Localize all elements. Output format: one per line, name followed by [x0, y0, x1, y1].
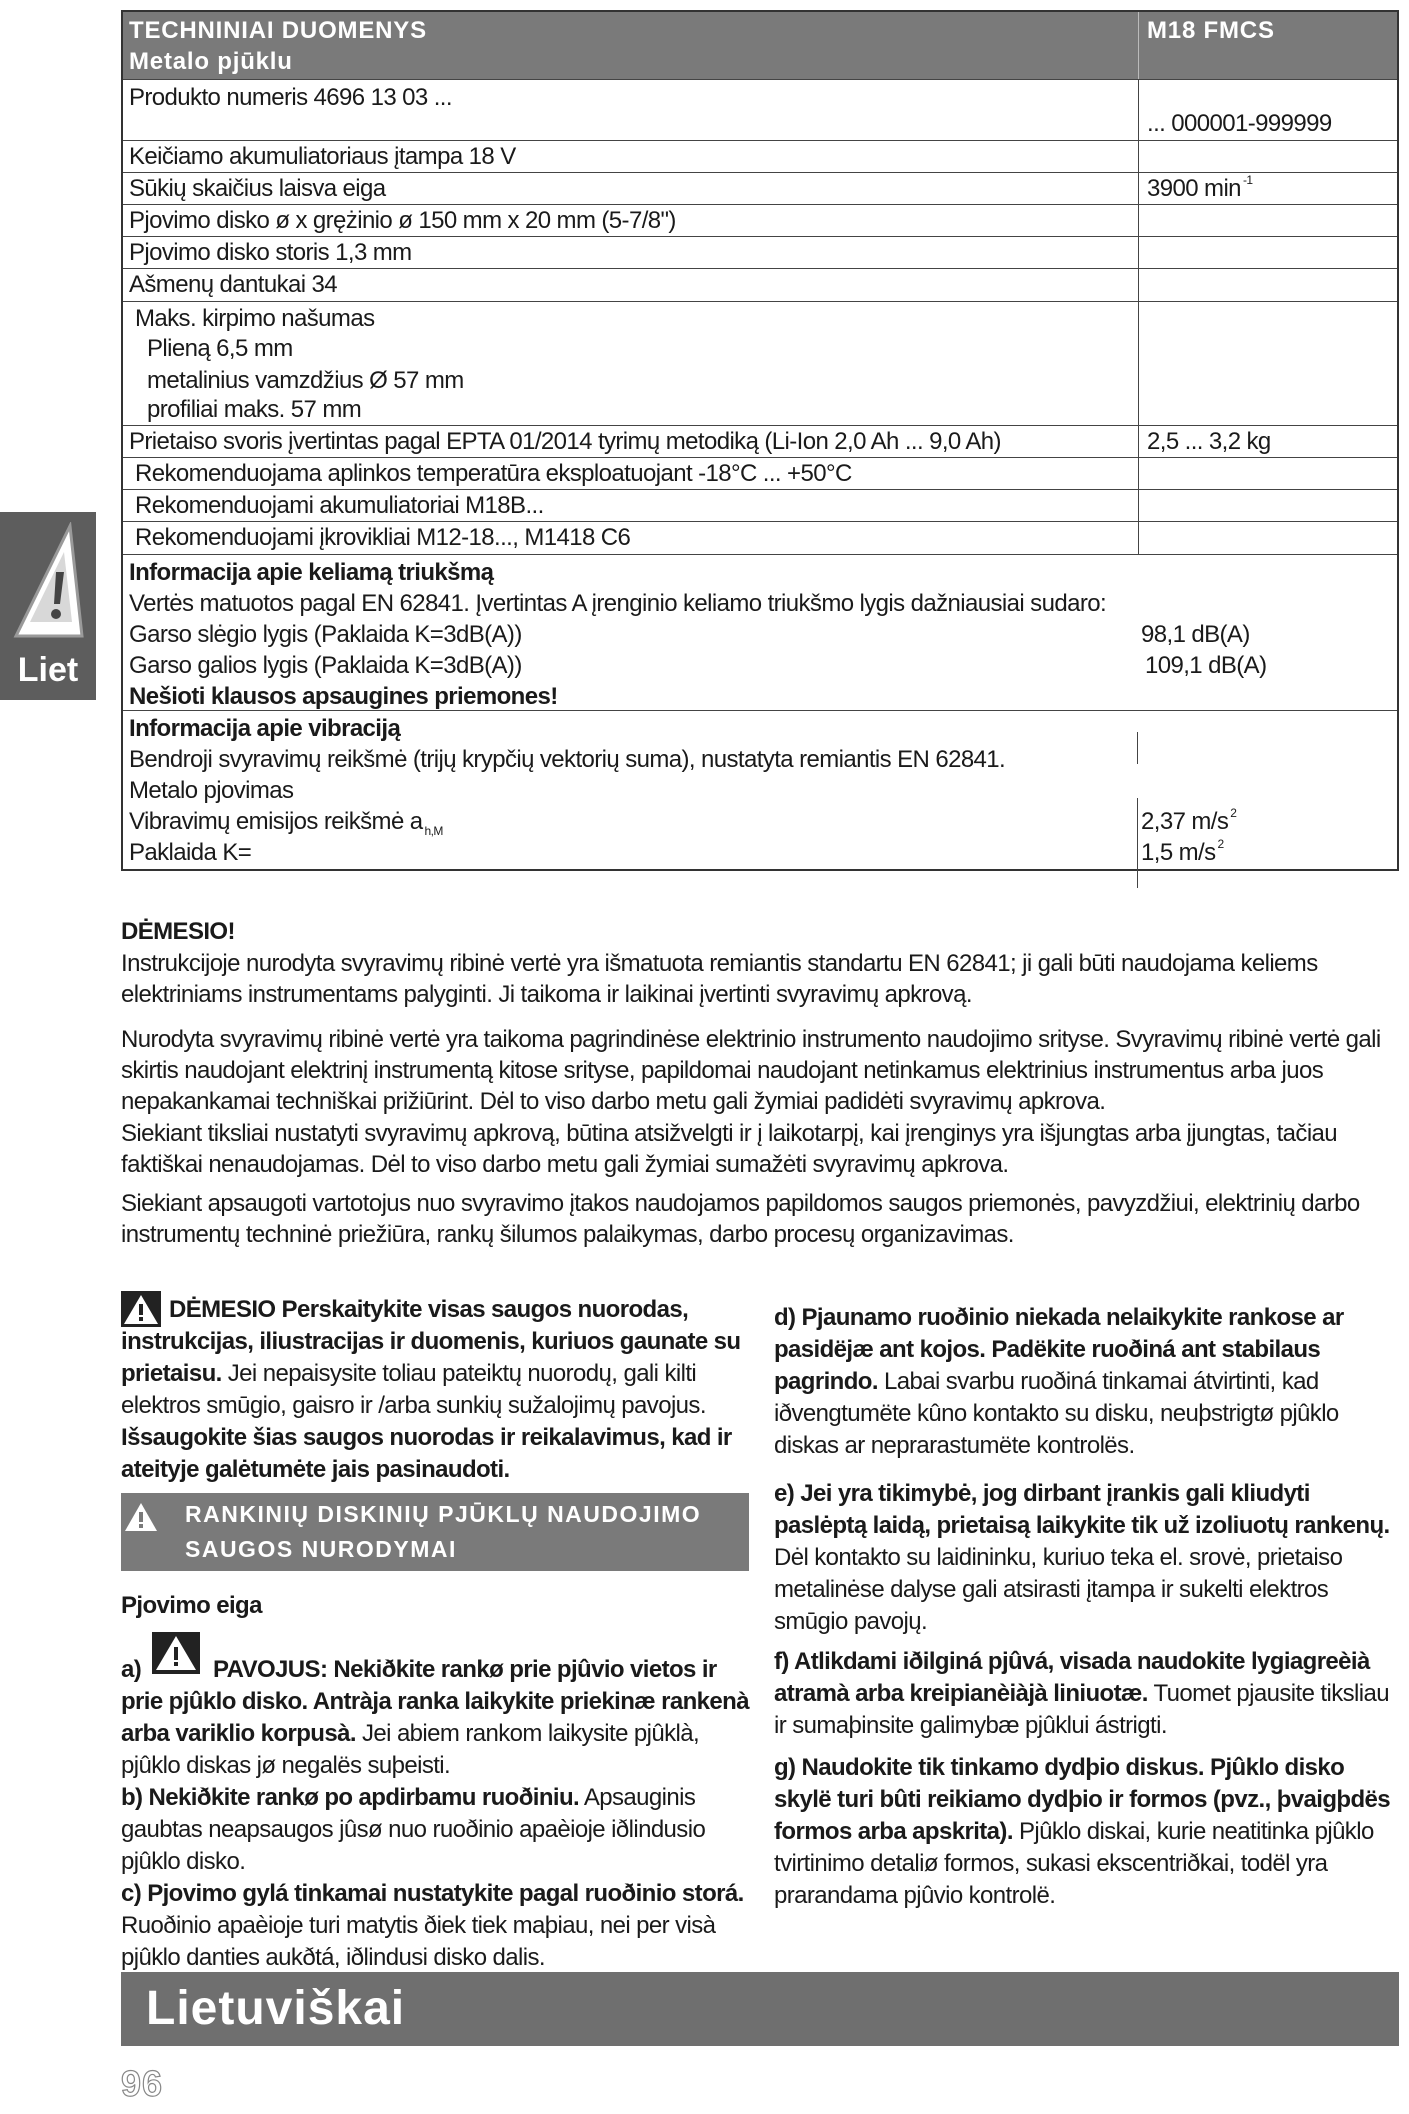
footer-language-title: Lietuviškai — [146, 1982, 406, 2035]
language-label: Liet — [17, 651, 79, 689]
spec-row-product-number: Produkto numeris 4696 13 03 ... ... 000001-999999 — [123, 80, 1397, 141]
vibration-note-3: Siekiant tiksliai nustatyti svyravimų apkrovą, būtina atsižvelgti ir į laikotarpį, kai įrenginys yra išjungtas arba įjungtas, tačiau faktiškai nenaudojamas. Dėl to viso darbo metu gali žymiai sumažėti svyravimų apkrova. — [121, 1120, 1338, 1178]
vibration-section: Informacija apie vibraciją Bendroji svyravimų reikšmė (trijų krypčių vektorių suma), nustatyta remiantis EN 62841. Metalo pjovimas Vibravimų emisijos reikšmė a h,M 2,37 m/s $^2$ Paklaida K= 1,5 m/s $^2$ — [123, 711, 1397, 869]
general-safety-warning: DĖMESIO Perskaitykite visas saugos nuorodas, instrukcijas, iliustracijas ir duomenis, kuriuos gaunate su prietaisu. Jei nepaisysite toliau pateiktų nuorodų, gali kilti elektros smūgio, gaisro ir /arba sunkių sužalojimų pavojus. — [121, 1296, 741, 1419]
spec-row-weight: Prietaiso svoris įvertintas pagal EPTA 01/2014 tyrimų metodiką (Li-Ion 2,0 Ah ... 9,0 Ah) 2,5 ... 3,2 kg — [123, 426, 1397, 458]
value-divider — [1137, 732, 1138, 764]
noise-section: Informacija apie keliamą triukšmą Vertės matuotos pagal EN 62841. Įvertintas A įrenginio keliamo triukšmo lygis dažniausiai sudaro: Garso slėgio lygis (Paklaida K=3dB(A)) 98,1 dB(A) Garso galios lygis (Paklaida K=3dB(A)) 109,1 dB(A) Nešioti klausos apsaugines priemones! — [123, 555, 1397, 711]
model-name: M18 FMCS — [1147, 17, 1275, 44]
spec-row-chargers: Rekomenduojami įkrovikliai M12-18..., M1418 C6 — [123, 522, 1397, 555]
keep-instructions-note: Išsaugokite šias saugos nuorodas ir reikalavimus, kad ir ateityje galėtumėte jais pasinaudoti. — [121, 1424, 732, 1483]
table-title: TECHNINIAI DUOMENYS — [129, 17, 427, 44]
spec-row-teeth: Ašmenų dantukai 34 — [123, 269, 1397, 302]
procedure-heading: Pjovimo eiga — [121, 1592, 262, 1619]
safety-item-a: PAVOJUS: Nekiðkite rankø prie pjûvio vietos ir prie pjûklo disko. Antràja ranka laikykite priekinæ rankenà arba variklio korpusà. Jei abiem rankom laikysite pjûklà, pjûklo diskas jø negalës suþeisti. — [121, 1656, 749, 1779]
technical-data-table — [121, 10, 1399, 871]
safety-item-g: g) Naudokite tik tinkamo dydþio diskus. Pjûklo disko skylë turi bûti reikiamo dydþio ir formos (pvz., þvaigþdës formos arba apskrita). Pjûklo diskai, kurie neatitinka pjûklo tvirtinimo detaliø formos, sukasi ekscentriðkai, todël yra prarandama pjûvio kontrolë. — [774, 1754, 1391, 1909]
table-header — [123, 12, 1397, 80]
safety-item-e: e) Jei yra tikimybė, jog dirbant įrankis gali kliudyti paslėptą laidą, prietaisą laikykite tik už izoliuotų rankenų. Dėl kontakto su laidininku, kuriuo teka el. srovė, prietaiso metalinėse dalyse gali atsirasti įtampa ir sukelti elektros smūgio pavojų. — [774, 1480, 1390, 1635]
vibration-title: Informacija apie vibraciją — [129, 715, 401, 742]
vibration-note-1: Instrukcijoje nurodyta svyravimų ribinė vertė yra išmatuota remiantis standartu EN 62841; ji gali būti naudojama keliems elektriniams instrumentams palyginti. Ji taikoma ir laikinai įvertinti svyravimų apkrovą. — [121, 950, 1318, 1008]
ear-protection-note: Nešioti klausos apsaugines priemones! — [129, 683, 558, 710]
section-bar-circular-saw-safety — [121, 1493, 749, 1571]
spec-row-cutting-capacity: Maks. kirpimo našumas Plieną 6,5 mm metalinius vamzdžius Ø 57 mm profiliai maks. 57 mm — [123, 302, 1397, 426]
value-divider — [1137, 798, 1138, 888]
vibration-note-4: Siekiant apsaugoti vartotojus nuo svyravimo įtakos naudojamos papildomos saugos priemonės, pavyzdžiui, elektrinių darbo instrumentų techninė priežiūra, rankų šilumos palaikymas, darbo procesų organizavimas. — [121, 1190, 1360, 1248]
safety-item-d: d) Pjaunamo ruoðinio niekada nelaikykite rankose ar pasidëjæ ant kojos. Padëkite ruoðiná ant stabilaus pagrindo. Labai svarbu ruoðiná tinkamai átvirtinti, kad iðvengtumëte kûno kontakto su disku, neuþstrigtø pjûklo diskas ar neprarastumëte kontrolës. — [774, 1304, 1344, 1459]
safety-item-b: b) Nekiðkite rankø po apdirbamu ruoðiniu. Apsauginis gaubtas neapsaugos jûsø nuo ruoðinio apaèioje iðlindusio pjûklo disko. — [121, 1784, 706, 1875]
attention-heading: DĖMESIO! — [121, 918, 235, 945]
spec-row-voltage: Keičiamo akumuliatoriaus įtampa 18 V — [123, 141, 1397, 173]
spec-row-rpm: Sūkių skaičius laisva eiga 3900 min $^{-1}$ — [123, 173, 1397, 205]
page-number: 96 — [121, 2063, 164, 2104]
vibration-description: Bendroji svyravimų reikšmė (trijų krypčių vektorių suma), nustatyta remiantis EN 62841. — [129, 746, 1006, 773]
vibration-note-2: Nurodyta svyravimų ribinė vertė yra taikoma pagrindinėse elektrinio instrumento naudojimo srityse. Svyravimų ribinė vertė gali skirtis naudojant elektrinį instrumentą kitose srityse, papildomai naudojant netinkamus elektrinius instrumentus arba juos nepakankamai techniškai prižiūrint. Dėl to viso darbo metu gali žymiai padidėti svyravimų apkrova. — [121, 1026, 1381, 1115]
noise-description: Vertės matuotos pagal EN 62841. Įvertintas A įrenginio keliamo triukšmo lygis dažniausiai sudaro: — [129, 590, 1107, 617]
warning-icon — [12, 522, 84, 640]
noise-title: Informacija apie keliamą triukšmą — [129, 559, 494, 586]
table-subtitle: Metalo pjūklu — [129, 48, 293, 75]
section-title: RANKINIŲ DISKINIŲ PJŪKLŲ NAUDOJIMO SAUGOS NURODYMAI — [185, 1501, 702, 1562]
safety-item-c: c) Pjovimo gylá tinkamai nustatykite pagal ruoðinio storá. Ruoðinio apaèioje turi matytis ðiek tiek maþiau, nei per visà pjûklo danties aukðtá, iðlindusi disko dalis. — [121, 1880, 744, 1971]
spec-row-thickness: Pjovimo disko storis 1,3 mm — [123, 237, 1397, 269]
warning-icon — [123, 1501, 159, 1533]
safety-item-f: f) Atlikdami iðilginá pjûvá, visada naudokite lygiagreèià atramà arba kreipianèiàjà liniuotæ. Tuomet pjausite tiksliau ir sumaþinsite galimybæ pjûklui ástrigti. — [774, 1648, 1389, 1739]
spec-row-temperature: Rekomenduojama aplinkos temperatūra eksploatuojant -18°C ... +50°C — [123, 458, 1397, 490]
item-a-label: a) — [121, 1656, 142, 1683]
spec-row-batteries: Rekomenduojami akumuliatoriai M18B... — [123, 490, 1397, 522]
spec-row-disc: Pjovimo disko ø x grężinio ø 150 mm x 20 mm (5-7/8") — [123, 205, 1397, 237]
